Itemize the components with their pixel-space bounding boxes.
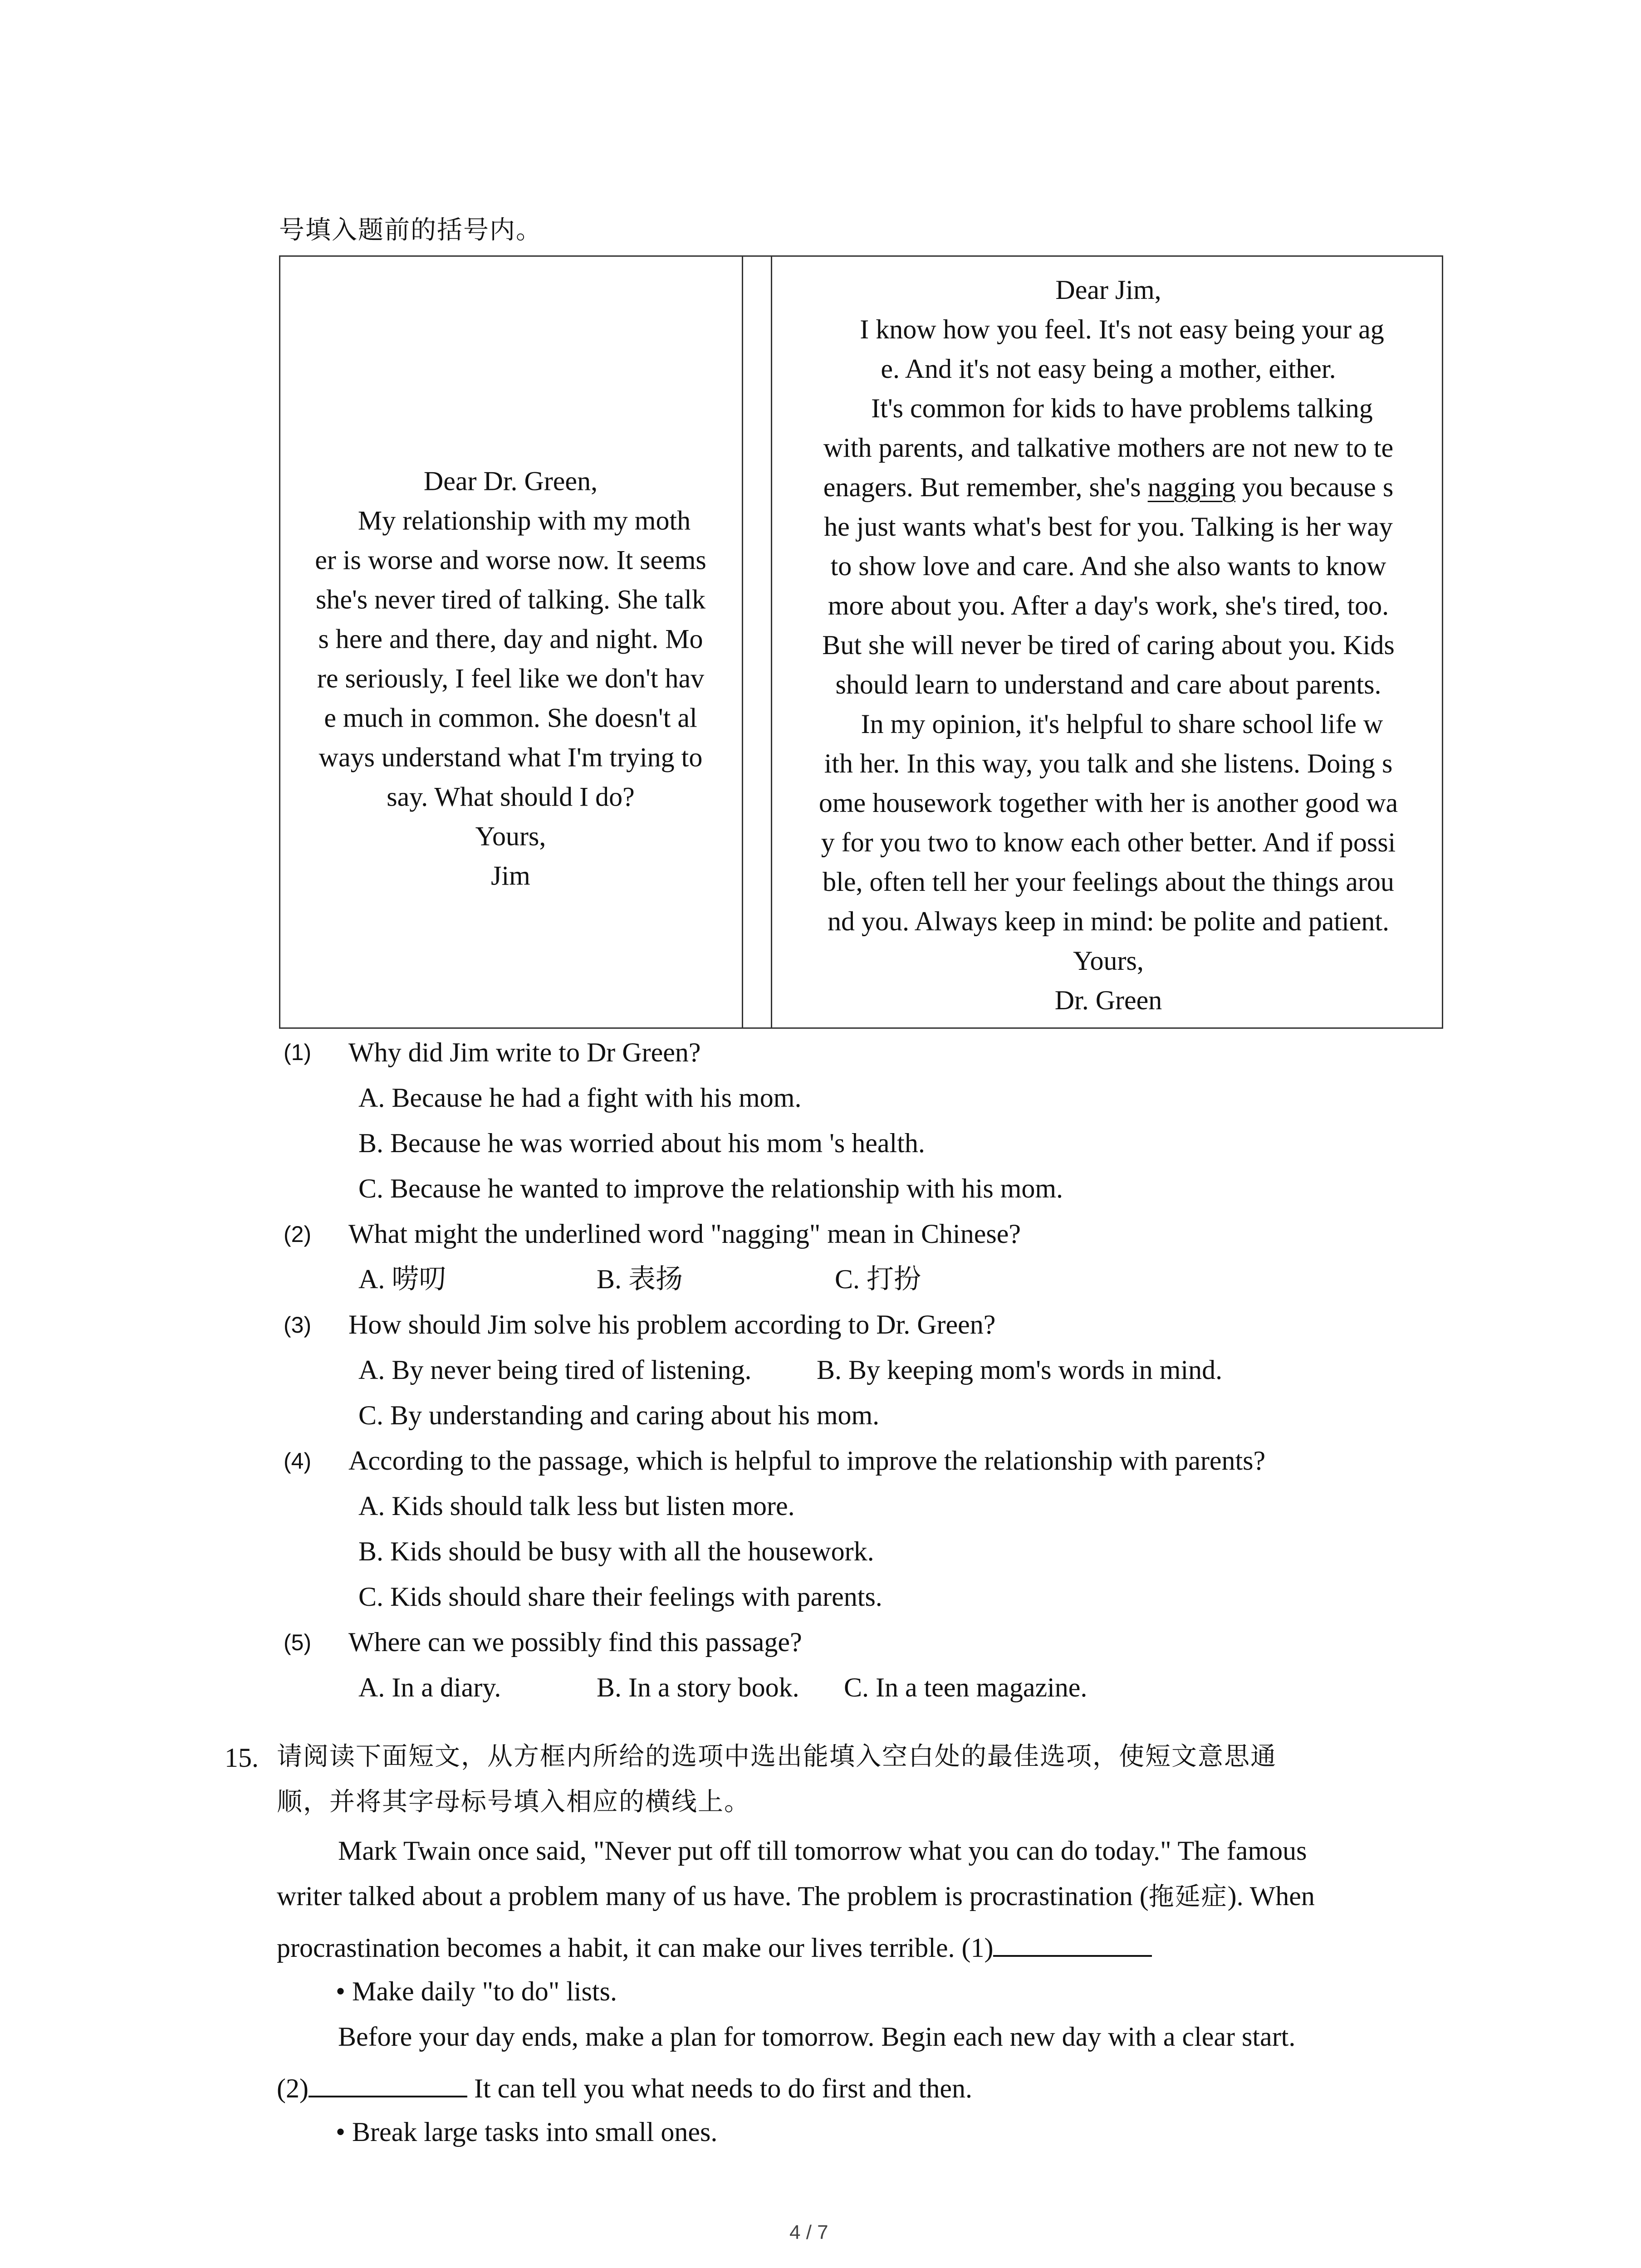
option: C. By understanding and caring about his mom.: [358, 1400, 880, 1430]
letter-line: s here and there, day and night. Mo: [318, 624, 703, 654]
letter-line: My relationship with my moth: [358, 505, 691, 536]
question-15-number: 15.: [225, 1743, 259, 1773]
passage-chinese-gloss: 拖延症: [1148, 1882, 1228, 1911]
passage-line: [277, 2073, 972, 2102]
letter-line: er is worse and worse now. It seems: [315, 545, 706, 575]
passage-text: writer talked about a problem many of us have. The problem is procrastination (: [277, 1881, 1149, 1911]
letter-line: with parents, and talkative mothers are not new to te: [823, 433, 1394, 463]
option: C. Kids should share their feelings with parents.: [358, 1582, 882, 1612]
option: A. By never being tired of listening.: [358, 1355, 752, 1385]
question-text: Why did Jim write to Dr Green?: [348, 1037, 701, 1067]
question-number: (5): [284, 1630, 312, 1655]
option: C. 打扮: [835, 1264, 921, 1294]
option: A. Kids should talk less but listen more.: [358, 1491, 795, 1521]
letter-from-dr-green: [779, 270, 1437, 1020]
passage-text: (2): [277, 2073, 309, 2103]
question-number: (3): [284, 1312, 312, 1338]
letter-line: Yours,: [475, 821, 546, 851]
letter-line: Dr. Green: [1054, 985, 1162, 1015]
letter-text: you because s: [1242, 472, 1394, 502]
letter-line: he just wants what's best for you. Talking is her way: [824, 512, 1393, 542]
option: B. By keeping mom's words in mind.: [817, 1355, 1223, 1385]
letter-text: enagers. But remember, she's: [823, 472, 1141, 502]
letter-line: she's never tired of talking. She talk: [316, 584, 705, 615]
option: A. Because he had a fight with his mom.: [358, 1083, 802, 1113]
option: B. 表扬: [597, 1264, 683, 1294]
passage-line: Before your day ends, make a plan for tomorrow. Begin each new day with a clear start.: [338, 2022, 1296, 2052]
letter-line: say. What should I do?: [387, 782, 635, 812]
answer-blank-1[interactable]: [993, 1932, 1152, 1957]
letter-line: But she will never be tired of caring about you. Kids: [822, 630, 1395, 660]
table-divider: [771, 257, 772, 1027]
passage-line: [277, 1882, 1315, 1910]
table-divider: [742, 257, 743, 1027]
underlined-word-nagging: nagging: [1147, 472, 1235, 502]
letter-line: In my opinion, it's helpful to share school life w: [861, 709, 1383, 739]
letter-line: Jim: [491, 860, 530, 891]
question-text: Where can we possibly find this passage?: [348, 1627, 802, 1657]
passage-line: Mark Twain once said, "Never put off till tomorrow what you can do today." The famous: [338, 1836, 1307, 1866]
option: A. In a diary.: [358, 1672, 501, 1702]
letter-line: ble, often tell her your feelings about the things arou: [823, 867, 1394, 897]
letter-line: Dear Jim,: [1055, 275, 1161, 305]
letter-line: It's common for kids to have problems talking: [871, 393, 1373, 423]
question-text: How should Jim solve his problem according to Dr. Green?: [348, 1310, 996, 1339]
letter-line: e much in common. She doesn't al: [324, 703, 697, 733]
letter-line: Yours,: [1073, 946, 1144, 976]
letter-line: y for you two to know each other better. And if possi: [821, 827, 1396, 857]
letter-line: e. And it's not easy being a mother, either.: [881, 354, 1336, 384]
answer-blank-2[interactable]: [309, 2073, 467, 2097]
question-text: What might the underlined word "nagging" mean in Chinese?: [348, 1219, 1021, 1249]
option: B. Kids should be busy with all the housework.: [358, 1536, 874, 1566]
page-number: 4 / 7: [789, 2221, 828, 2244]
letter-line: ith her. In this way, you talk and she listens. Doing s: [824, 748, 1393, 778]
instruction-tail: 号填入题前的括号内。: [279, 215, 542, 245]
letter-line: Dear Dr. Green,: [423, 466, 598, 496]
option: C. Because he wanted to improve the relationship with his mom.: [358, 1173, 1063, 1203]
letter-line: ways understand what I'm trying to: [318, 742, 703, 772]
letter-from-jim: [289, 462, 732, 896]
letter-line: to show love and care. And she also wants to know: [830, 551, 1386, 581]
letter-line: I know how you feel. It's not easy being your ag: [860, 314, 1384, 344]
letter-line: re seriously, I feel like we don't hav: [317, 663, 705, 694]
letter-line: ome housework together with her is another good wa: [818, 788, 1398, 818]
question-number: (1): [284, 1040, 312, 1065]
letter-line-with-underline: [779, 468, 1437, 507]
passage-text: procrastination becomes a habit, it can make our lives terrible. (1): [277, 1933, 994, 1963]
option: A. 唠叨: [358, 1264, 446, 1294]
passage-text: It can tell you what needs to do first and then.: [467, 2073, 973, 2103]
question-15-instruction: 顺，并将其字母标号填入相应的横线上。: [277, 1787, 750, 1817]
passage-line: [277, 1932, 1152, 1961]
passage-text: ). When: [1227, 1881, 1315, 1911]
option: C. In a teen magazine.: [844, 1672, 1087, 1702]
option: B. In a story book.: [597, 1672, 799, 1702]
letters-table: [279, 255, 1443, 1029]
letter-line: more about you. After a day's work, she's tired, too.: [828, 591, 1389, 621]
bullet-item: • Break large tasks into small ones.: [336, 2117, 718, 2147]
bullet-item: • Make daily "to do" lists.: [336, 1976, 617, 2006]
question-text: According to the passage, which is helpful to improve the relationship with parents?: [348, 1446, 1266, 1476]
letter-line: nd you. Always keep in mind: be polite and patient.: [827, 906, 1390, 936]
letter-line: should learn to understand and care about parents.: [835, 670, 1381, 699]
question-number: (2): [284, 1222, 312, 1247]
option: B. Because he was worried about his mom 's health.: [358, 1128, 925, 1158]
question-15-instruction: 请阅读下面短文，从方框内所给的选项中选出能填入空白处的最佳选项，使短文意思通: [277, 1742, 1277, 1771]
question-number: (4): [284, 1448, 312, 1474]
